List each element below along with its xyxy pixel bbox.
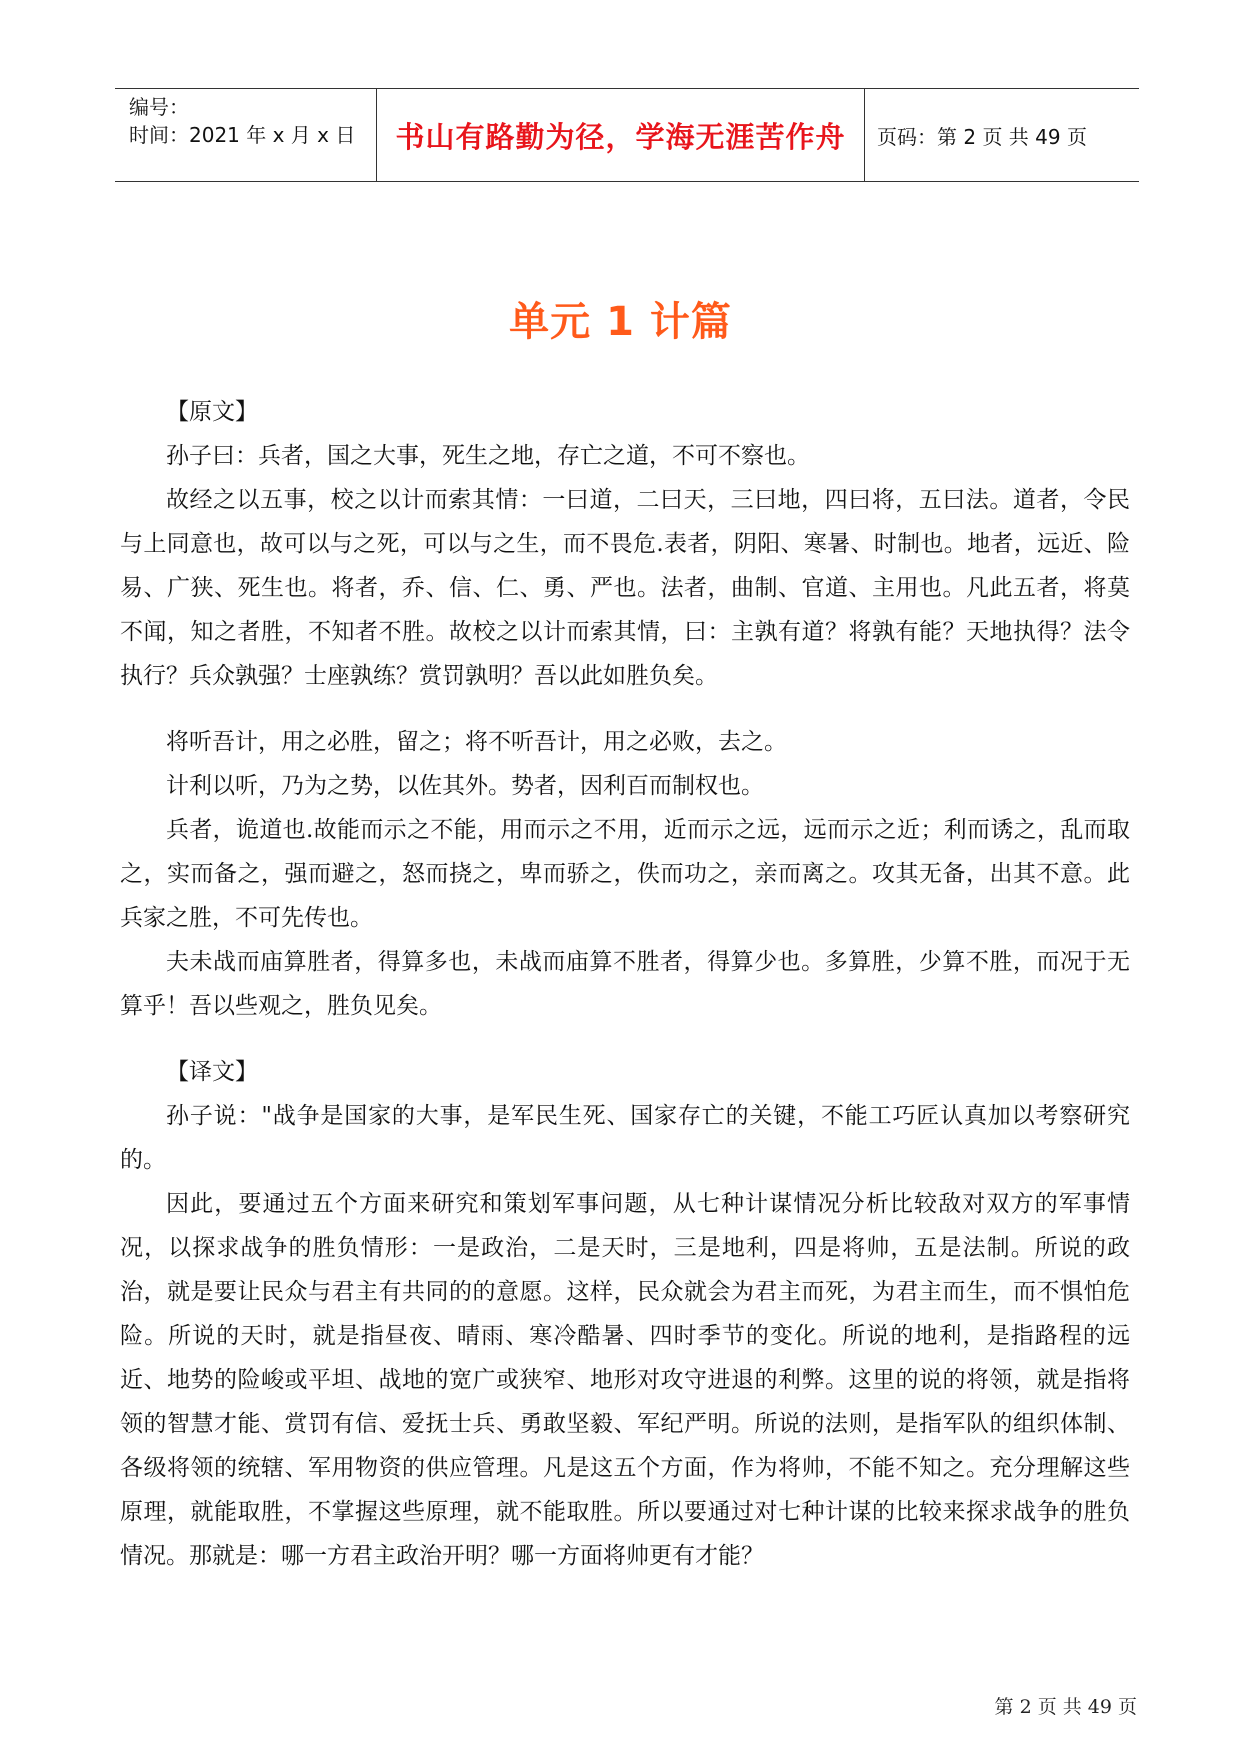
header-motto: 书山有路勤为径，学海无涯苦作舟 — [376, 89, 865, 181]
page-title: 单元 1 计篇 — [509, 299, 732, 345]
original-paragraph: 故经之以五事，校之以计而索其情：一曰道，二曰天，三曰地，四曰将，五曰法。道者，令民与上同意也，故可以与之死，可以与之生，而不畏危.表者，阴阳、寒暑、时制也。地者，远近、险易、广狭、死生也。将者，乔、信、仁、勇、严也。法者，曲制、官道、主用也。凡此五者，将莫不闻，知之者胜，不知者不胜。故校之以计而索其情，曰：主孰有道？将孰有能？天地执得？法令执行？兵众孰强？士座孰练？赏罚孰明？吾以此如胜负矣。 — [120, 487, 1130, 689]
original-paragraph: 计利以听，乃为之势，以佐其外。势者，因利百而制权也。 — [166, 773, 764, 799]
document-body — [120, 390, 1130, 1578]
translation-paragraph: 因此，要通过五个方面来研究和策划军事问题，从七种计谋情况分析比较敌对双方的军事情况，以探求战争的胜负情形：一是政治，二是天时，三是地利，四是将帅，五是法制。所说的政治，就是要让民众与君主有共同的的意愿。这样，民众就会为君主而死，为君主而生，而不惧怕危险。所说的天时，就是指昼夜、晴雨、寒冷酷暑、四时季节的变化。所说的地利，是指路程的远近、地势的险峻或平坦、战地的宽广或狭窄、地形对攻守进退的利弊。这里的说的将领，就是指将领的智慧才能、赏罚有信、爱抚士兵、勇敢坚毅、军纪严明。所说的法则，是指军队的组织体制、各级将领的统辖、军用物资的供应管理。凡是这五个方面，作为将帅，不能不知之。充分理解这些原理，就能取胜，不掌握这些原理，就不能取胜。所以要通过对七种计谋的比较来探求战争的胜负情况。那就是：哪一方君主政治开明？哪一方面将帅更有才能？ — [120, 1191, 1130, 1569]
header-page-info: 页码：第 2 页 共 49 页 — [877, 124, 1087, 149]
original-heading: 【原文】 — [166, 399, 258, 425]
original-paragraph: 夫未战而庙算胜者，得算多也，未战而庙算不胜者，得算少也。多算胜，少算不胜，而况于无算乎！吾以些观之，胜负见矣。 — [120, 949, 1130, 1019]
original-paragraph: 将听吾计，用之必胜，留之；将不听吾计，用之必败，去之。 — [166, 729, 787, 755]
date-label: 时间：2021 年 x 月 x 日 — [129, 123, 356, 147]
page-header — [115, 88, 1139, 182]
original-paragraph: 兵者，诡道也.故能而示之不能，用而示之不用，近而示之远，远而示之近；利而诱之，乱而取之，实而备之，强而避之，怒而挠之，卑而骄之，佚而功之，亲而离之。攻其无备，出其不意。此兵家之胜，不可先传也。 — [120, 817, 1130, 931]
page-footer: 第 2 页 共 49 页 — [994, 1696, 1137, 1718]
original-paragraph: 孙子曰：兵者，国之大事，死生之地，存亡之道，不可不察也。 — [166, 443, 810, 469]
translation-paragraph: 孙子说："战争是国家的大事，是军民生死、国家存亡的关键，不能工巧匠认真加以考察研究的。 — [120, 1103, 1130, 1173]
translation-heading: 【译文】 — [166, 1059, 258, 1085]
header-meta — [115, 89, 376, 181]
serial-label: 编号： — [129, 95, 189, 119]
